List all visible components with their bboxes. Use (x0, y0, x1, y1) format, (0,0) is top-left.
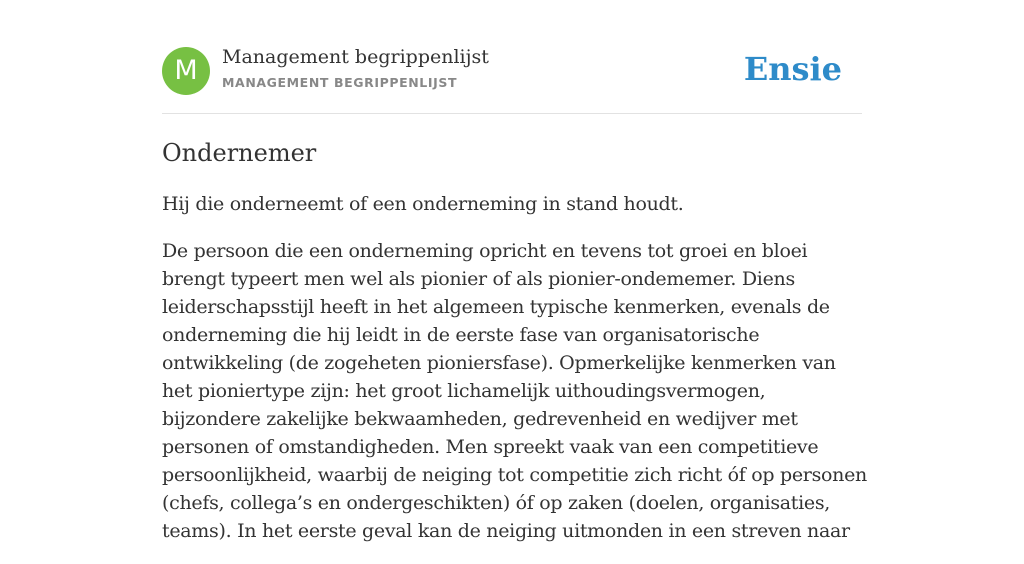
entry-term: Ondernemer (162, 139, 317, 167)
header (162, 46, 862, 96)
definition-long: De persoon die een onderneming opricht en tevens tot groei en bloei brengt typeert men wel als pionier of als pionier-ondememer. Diens leiderschapsstijl heeft in het algemeen typische kenmerken, evenals de onderneming die hij leidt in de eerste fase van organisatorische ontwikkeling (de zogeheten pioniersfase). Opmerkelijke kenmerken van het pioniertype zijn: het groot lichamelijk uithoudingsvermogen, bijzondere zakelijke bekwaamheden, gedrevenheid en wedijver met personen of omstandigheden. Men spreekt vaak van een competitieve persoonlijkheid, waarbij de neiging tot competitie zich richt óf op personen (chefs, collega’s en ondergeschikten) óf op zaken (doelen, organisaties, teams). In het eerste geval kan de neiging uitmonden in een streven naar (162, 240, 867, 542)
definition-short: Hij die onderneemt of een onderneming in stand houdt. (162, 193, 684, 215)
category-subtitle: MANAGEMENT BEGRIPPENLIJST (222, 75, 458, 90)
category-avatar[interactable]: M (162, 47, 210, 95)
header-divider (162, 113, 862, 114)
entry-content (162, 136, 867, 564)
ensie-logo[interactable]: Ensie (743, 50, 842, 88)
category-title[interactable]: Management begrippenlijst (222, 46, 489, 68)
